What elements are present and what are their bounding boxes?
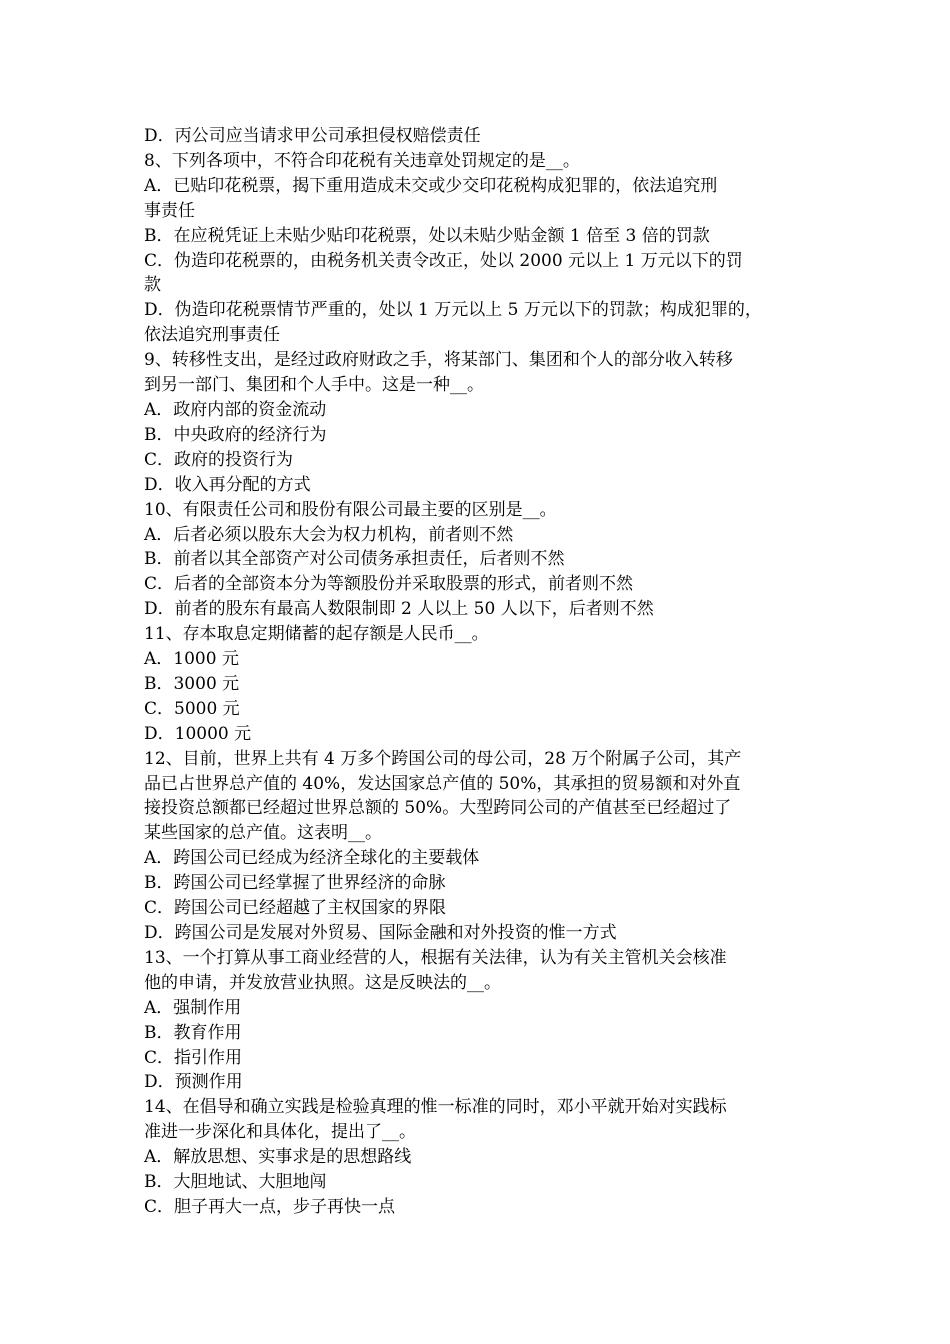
text-line: D．预测作用 (144, 1072, 243, 1093)
text-line: C．后者的全部资本分为等额股份并采取股票的形式，前者则不然 (144, 574, 634, 595)
text-line: D．收入再分配的方式 (144, 474, 311, 495)
text-line: 准进一步深化和具体化，提出了__。 (144, 1122, 416, 1143)
text-line: C．胆子再大一点，步子再快一点 (144, 1196, 396, 1217)
text-line: D．丙公司应当请求甲公司承担侵权赔偿责任 (144, 126, 481, 146)
text-line: C．5000 元 (144, 698, 240, 719)
text-line: 款 (144, 275, 161, 296)
text-line: 到另一部门、集团和个人手中。这是一种__。 (144, 375, 484, 396)
text-line: B．在应税凭证上未贴少贴印花税票，处以未贴少贴金额 1 倍至 3 倍的罚款 (144, 225, 710, 246)
text-line: B．跨国公司已经掌握了世界经济的命脉 (144, 873, 446, 894)
text-line: A．解放思想、实事求是的思想路线 (144, 1147, 412, 1168)
text-line: 他的申请，并发放营业执照。这是反映法的__。 (144, 972, 501, 993)
text-line: C．跨国公司已经超越了主权国家的界限 (144, 898, 447, 919)
text-line: A．跨国公司已经成为经济全球化的主要载体 (144, 848, 480, 869)
text-line: B．前者以其全部资产对公司债务承担责任，后者则不然 (144, 549, 565, 570)
text-line: C．指引作用 (144, 1047, 243, 1068)
text-line: A．强制作用 (144, 997, 242, 1018)
text-line: 某些国家的总产值。这表明__。 (144, 823, 382, 844)
question-8: 8、下列各项中，不符合印花税有关违章处罚规定的是__。 (144, 150, 580, 171)
question-13: 13、一个打算从事工商业经营的人，根据有关法律，认为有关主管机关会核准 (144, 947, 727, 968)
text-line: A．已贴印花税票，揭下重用造成未交或少交印花税构成犯罪的，依法追究刑 (144, 175, 718, 196)
text-line: B．3000 元 (144, 673, 240, 694)
text-line: A．后者必须以股东大会为权力机构，前者则不然 (144, 524, 514, 545)
text-line: A．1000 元 (144, 649, 239, 670)
text-line: B．中央政府的经济行为 (144, 424, 327, 445)
question-11: 11、存本取息定期储蓄的起存额是人民币__。 (144, 624, 489, 645)
text-line: B．教育作用 (144, 1022, 242, 1043)
text-line: A．政府内部的资金流动 (144, 399, 327, 420)
text-line: D．伪造印花税票情节严重的，处以 1 万元以上 5 万元以下的罚款；构成犯罪的， (144, 300, 762, 321)
question-14: 14、在倡导和确立实践是检验真理的惟一标准的同时，邓小平就开始对实践标 (144, 1097, 727, 1118)
question-12: 12、目前，世界上共有 4 万多个跨国公司的母公司，28 万个附属子公司，其产 (144, 748, 742, 769)
text-line: D．10000 元 (144, 723, 252, 744)
text-line: B．大胆地试、大胆地闯 (144, 1172, 327, 1193)
document-body (144, 124, 820, 1220)
text-line: C．伪造印花税票的，由税务机关责令改正，处以 2000 元以上 1 万元以下的罚 (144, 250, 743, 271)
text-line: C．政府的投资行为 (144, 449, 294, 470)
text-line: 接投资总额都已经超过世界总额的 50%。大型跨同公司的产值甚至已经超过了 (144, 798, 732, 819)
text-line: 依法追究刑事责任 (144, 325, 280, 346)
question-9: 9、转移性支出，是经过政府财政之手，将某部门、集团和个人的部分收入转移 (144, 350, 733, 371)
text-line: 事责任 (144, 200, 195, 221)
text-line: 品已占世界总产值的 40%，发达国家总产值的 50%，其承担的贸易额和对外直 (144, 773, 741, 794)
text-line: D．前者的股东有最高人数限制即 2 人以上 50 人以下，后者则不然 (144, 599, 654, 620)
text-line: D．跨国公司是发展对外贸易、国际金融和对外投资的惟一方式 (144, 923, 617, 943)
question-10: 10、有限责任公司和股份有限公司最主要的区别是__。 (144, 499, 557, 520)
